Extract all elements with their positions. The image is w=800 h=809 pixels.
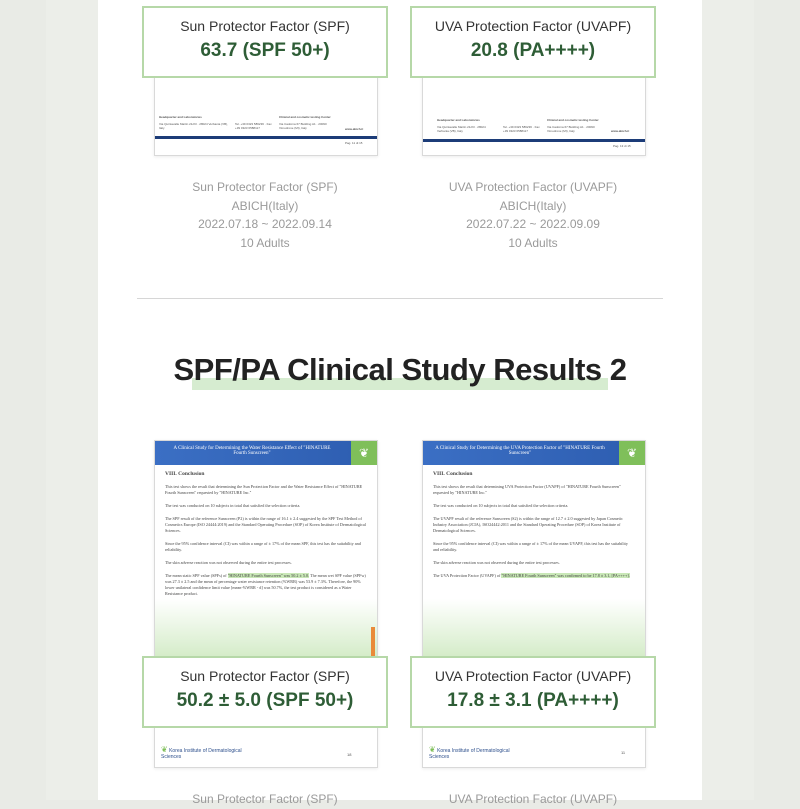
doc-center-label: Clinical and cosmetic testing Center [547,118,599,122]
spf-result-value-2: 50.2 ± 5.0 (SPF 50+) [176,690,354,711]
uvapf-result-box-2 [410,656,656,728]
doc-footer-page: 11 [621,750,626,755]
doc-body [423,465,645,592]
doc-paragraph: The test was conducted on 10 subjects in total that satisfied the selection criteria. [433,503,569,508]
doc-website: www.abich.it [345,127,364,131]
spf-result-title-2: Sun Protector Factor (SPF) [180,668,350,684]
uvapf-meta-title: UVA Protection Factor (UVAPF) [448,180,618,194]
spf-meta-subjects: 10 Adults [240,235,290,250]
section-divider [137,298,663,299]
doc-glow [155,599,377,659]
spf-meta-title: Sun Protector Factor (SPF) [192,180,338,194]
doc-tel: Tel. +39 0323 586236 · Fax +39 0323 6588117 [503,125,540,133]
uvapf-study-meta-2 [410,790,656,809]
doc-paragraph: The skin adverse reaction was not observed during the entire test processes. [165,560,292,565]
doc-paragraph: Since the 95% confidence interval (CI) was within a range of ± 17% of the mean UVAPF, this test has the suitability and reliability. [433,541,628,552]
uvapf-report-document [422,70,646,156]
doc-paragraph: The UVAPF result of the reference Sunscreen (S2) is within the range of 12.7 ± 2.0 suggested by Japan Cosmetic Industry Association (JCIA), ISO24442:2011 and the Standard Operating Procedure (SOP) of Korea Institute of Dermatological Sciences. [433,516,623,533]
uvapf-meta-subjects: 10 Adults [508,235,558,250]
doc-center-label: Clinical and cosmetic testing Center [279,115,331,119]
uvapf-result-value: 20.8 (PA++++) [470,40,596,61]
spf-result-box [142,6,388,78]
spf-meta-period: 2022.07.18 ~ 2022.09.14 [198,217,332,231]
uvapf-meta-period: 2022.07.22 ~ 2022.09.09 [466,217,600,231]
page-title: SPF/PA Clinical Study Results 2 [173,352,627,387]
doc-result-highlight: "HINATURE Fourth Sunscreen" was confirmed to be 17.8 ± 3.1, [PA++++]. [501,573,630,578]
doc-address: Via Quintavalle Martin 21/23 · 28024 Verbania (VB), Italy [159,122,228,130]
doc-result-text: The mean static SPF value (SPFs) of [165,573,228,578]
uvapf-meta-title-2: UVA Protection Factor (UVAPF) [448,792,618,806]
doc-footer-page: 18 [347,752,352,757]
spf-result-title: Sun Protector Factor (SPF) [180,18,350,34]
doc-paragraph: The test was conducted on 10 subjects in total that satisfied the selection criteria. [165,503,301,508]
uvapf-meta-lab: ABICH(Italy) [499,198,567,213]
doc-result-text: The mean wet SPF value (SPFw) was 27.3 ± 2.5 and the mean of percentage water resistance retention (%WRR) was 53.9 ± 7.3%. Therefore, the 90% lower unilateral confidence limit value [mean-%WRR - d] was 50.7%, the test product is considered as a Water Resistance product. [165,573,366,596]
doc-footer-org-name: Korea Institute of Dermatological Sciences [161,748,242,760]
uvapf-result-value-2: 17.8 ± 3.1 (PA++++) [447,690,619,711]
doc-paragraph: The skin adverse reaction was not observed during the entire test processes. [433,560,560,565]
doc-page-number: Pag. 11 di 15 [345,141,363,145]
spf-meta-title-2: Sun Protector Factor (SPF) [192,792,338,806]
uvapf-result-box [410,6,656,78]
spf-meta-lab: ABICH(Italy) [231,198,299,213]
doc-paragraph: The SPF result of the reference Sunscreen (P2) is within the range of 16.1 ± 2.4 suggested by the SPF Test Method of Cosmetics Europe (ISO 24444:2019) and the Standard Operating Procedure (SOP) of Korea Institute of Dermatological Sciences. [165,516,366,533]
doc-edge-accent [371,627,375,657]
doc-address-2: Via Cadorna 67 Building A1 · 20090 Vimodrone (MI), Italy [547,125,595,133]
doc-address: Via Quintavalle Martin 21/23 · 28024 Verbania (VB), Italy [437,125,486,133]
doc-body [155,465,377,610]
uvapf-result-title-2: UVA Protection Factor (UVAPF) [434,668,632,684]
doc-footer-org [429,745,519,760]
doc-footer-bar [155,136,377,139]
doc-header [423,441,645,465]
kids-footer-icon: ❦ [161,745,168,754]
doc-result-highlight: "HINATURE Fourth Sunscreen" was 50.2 ± 5.0. [227,573,310,578]
kids-footer-icon: ❦ [429,745,436,754]
doc-result-paragraph [165,573,367,597]
doc-tel: Tel. +39 0323 586236 · Fax +39 0323 6588117 [235,122,272,130]
doc-section-title: VIII. Conclusion [433,471,473,477]
uvapf-study-meta [410,178,656,252]
doc-footer-org-name: Korea Institute of Dermatological Sciences [429,748,510,760]
doc-result-text: The UVA Protection Factor (UVAPF) of [433,573,502,578]
doc-paragraph: Since the 95% confidence interval (CI) was within a range of ± 17% of the mean SPF, this test has the suitability and reliability. [165,541,361,552]
doc-hq-label: Headquarter and Laboratories [437,118,480,122]
doc-footer-org [161,745,251,760]
spf-result-box-2 [142,656,388,728]
doc-section-title: VIII. Conclusion [165,471,205,477]
doc-page-number: Pag. 13 di 15 [613,144,631,148]
spf-result-value: 63.7 (SPF 50+) [200,40,330,61]
spf-report-document [154,70,378,156]
spf-study-meta [142,178,388,252]
doc-header-title: A Clinical Study for Determining the UVA Protection Factor of "HINATURE Fourth Sunscreen" [435,446,605,456]
spf-study-meta-2 [142,790,388,809]
doc-header [155,441,377,465]
doc-address-2: Via Cadorna 67 Building A1 · 20090 Vimodrone (MI), Italy [279,122,327,130]
doc-result-paragraph [433,573,635,579]
doc-paragraph: This test shows the result that determining the Sun Protection Factor and the Water Resistance Effect of "HINATURE Fourth Sunscreen" requested by "HINATURE Inc." [165,484,363,495]
doc-website: www.abich.it [611,129,630,133]
kids-logo-icon: ❦ [351,441,377,465]
doc-footer-bar [423,139,645,142]
doc-glow [423,599,645,659]
uvapf-result-title: UVA Protection Factor (UVAPF) [434,18,632,34]
kids-logo-icon: ❦ [619,441,645,465]
doc-header-title: A Clinical Study for Determining the Water Resistance Effect of "HINATURE Fourth Sunscreen" [173,446,331,456]
doc-paragraph: This test shows the result that determining UVA Protection Factor (UVAPF) of "HINATURE Fourth Sunscreen" requested by "HINATURE Inc." [433,484,621,495]
doc-hq-label: Headquarter and Laboratories [159,115,202,119]
